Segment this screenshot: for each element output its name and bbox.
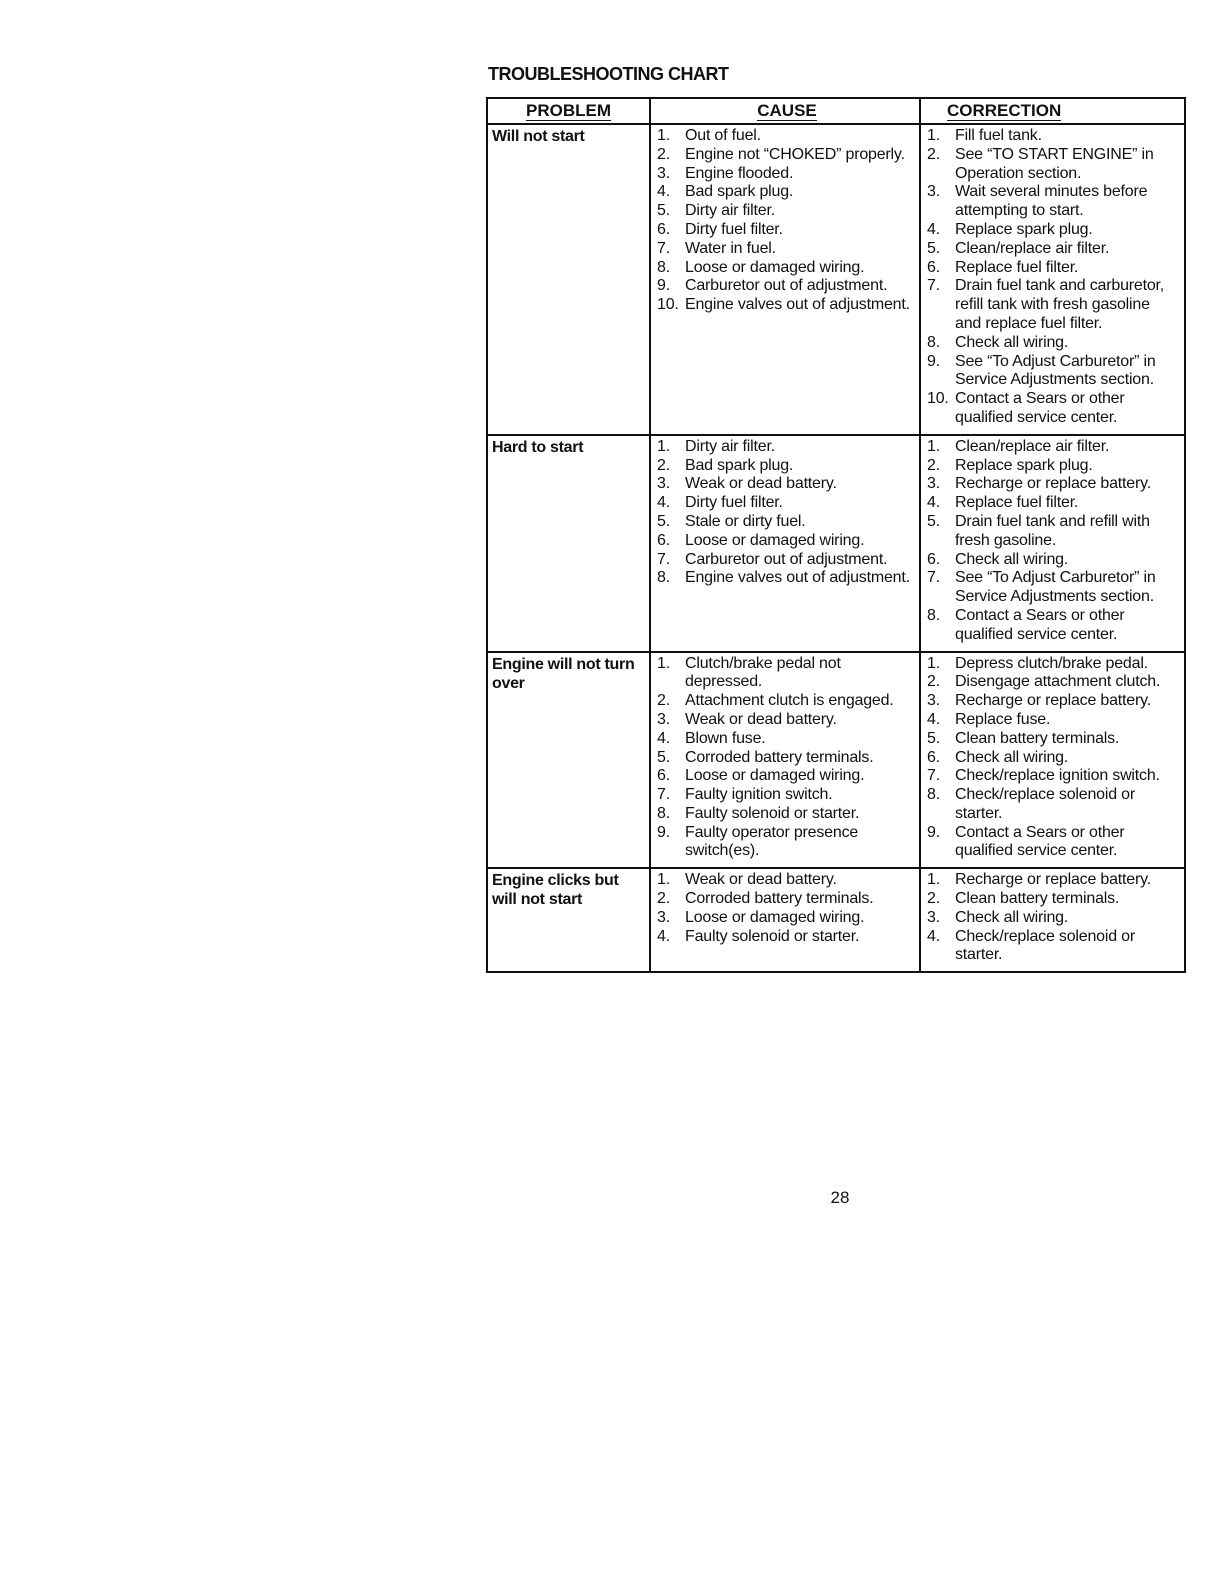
correction-item [927,824,1178,862]
item-number: 8. [927,333,940,351]
item-number: 6. [927,748,940,766]
item-text: Loose or damaged wiring. [685,908,865,926]
correction-item [927,569,1178,607]
cause-item [657,127,917,146]
item-text: Carburetor out of adjustment. [685,550,888,568]
correction-item [927,655,1178,674]
item-text: Replace spark plug. [955,456,1093,474]
item-text: Clean/replace air filter. [955,239,1110,257]
item-text: Loose or damaged wiring. [685,258,865,276]
item-number: 2. [927,456,940,474]
problem-label: Engine will not turn over [492,655,635,692]
item-text: Corroded battery terminals. [685,748,874,766]
correction-item [927,909,1178,928]
item-number: 4. [927,710,940,728]
cause-item [657,183,917,202]
cause-item [657,692,917,711]
correction-item [927,767,1178,786]
correction-item [927,749,1178,768]
item-number: 3. [657,908,670,926]
item-text: Check/replace ignition switch. [955,767,1160,785]
corrections-list [927,127,1178,428]
item-text: See “TO START ENGINE” in Operation section. [955,145,1154,182]
corrections-cell [921,869,1180,971]
correction-item [927,183,1178,221]
cause-item [657,711,917,730]
corrections-list [927,871,1178,965]
corrections-cell [921,653,1180,868]
correction-item [927,673,1178,692]
item-number: 10. [927,390,949,408]
header-cause: CAUSE [651,99,921,123]
page-title: TROUBLESHOOTING CHART [488,64,729,84]
item-text: Faulty operator presence switch(es). [685,823,859,860]
page-number: 28 [830,1188,850,1207]
cause-item [657,259,917,278]
problem-cell [488,653,651,868]
item-text: Wait several minutes before attempting to start. [955,183,1148,220]
item-number: 8. [657,569,670,587]
problem-label: Engine clicks but will not start [492,872,619,909]
correction-item [927,353,1178,391]
item-text: Weak or dead battery. [685,871,837,889]
causes-cell [651,869,921,971]
item-text: Stale or dirty fuel. [685,512,806,530]
item-text: Engine not “CHOKED” properly. [685,145,905,163]
item-text: Clean battery terminals. [955,890,1120,908]
item-number: 7. [927,767,940,785]
item-number: 5. [927,239,940,257]
item-text: Faulty solenoid or starter. [685,927,860,945]
item-text: Loose or damaged wiring. [685,767,865,785]
item-number: 1. [657,437,670,455]
item-number: 9. [927,352,940,370]
cause-item [657,296,917,315]
table-row [488,436,1184,653]
item-number: 4. [657,494,670,512]
cause-item [657,221,917,240]
item-number: 7. [657,550,670,568]
correction-item [927,786,1178,824]
item-text: Contact a Sears or other qualified service center. [955,390,1125,426]
corrections-list [927,438,1178,645]
item-number: 4. [657,927,670,945]
correction-item [927,127,1178,146]
item-number: 4. [657,729,670,747]
cause-item [657,202,917,221]
table-row [488,125,1184,436]
cause-item [657,532,917,551]
item-number: 3. [927,183,940,201]
item-number: 4. [657,183,670,201]
item-number: 1. [927,437,940,455]
causes-list [657,438,917,588]
item-text: Check all wiring. [955,550,1069,568]
cause-item [657,749,917,768]
item-number: 3. [927,908,940,926]
item-number: 2. [657,890,670,908]
correction-item [927,457,1178,476]
item-number: 4. [927,220,940,238]
cause-item [657,805,917,824]
item-number: 7. [927,569,940,587]
table-row [488,869,1184,971]
item-text: See “To Adjust Carburetor” in Service Adjustments section. [955,569,1156,606]
item-number: 9. [657,277,670,295]
correction-item [927,890,1178,909]
item-number: 3. [927,692,940,710]
item-text: Drain fuel tank and refill with fresh gasoline. [955,512,1150,549]
correction-item [927,146,1178,184]
cause-item [657,767,917,786]
item-number: 8. [657,804,670,822]
item-number: 1. [657,654,670,672]
correction-item [927,475,1178,494]
item-number: 6. [927,258,940,276]
item-text: Clutch/brake pedal not depressed. [685,654,841,691]
item-text: See “To Adjust Carburetor” in Service Adjustments section. [955,352,1156,389]
item-text: Out of fuel. [685,127,761,144]
item-text: Dirty fuel filter. [685,220,783,238]
causes-list [657,655,917,862]
item-number: 7. [657,239,670,257]
correction-item [927,711,1178,730]
item-number: 8. [927,606,940,624]
correction-item [927,692,1178,711]
cause-item [657,240,917,259]
cause-item [657,513,917,532]
cause-item [657,551,917,570]
item-text: Bad spark plug. [685,456,794,474]
item-number: 3. [657,710,670,728]
item-number: 2. [927,145,940,163]
cause-item [657,928,917,947]
item-text: Dirty air filter. [685,437,775,455]
item-text: Check/replace solenoid or starter. [955,927,1135,964]
table-header-row [488,99,1184,125]
item-text: Check all wiring. [955,748,1069,766]
item-number: 10. [657,296,679,314]
item-text: Drain fuel tank and carburetor, refill tank with fresh gasoline and replace fuel filter. [955,277,1165,332]
correction-item [927,871,1178,890]
table-row [488,653,1184,870]
item-number: 6. [657,531,670,549]
cause-item [657,277,917,296]
cause-item [657,475,917,494]
item-number: 6. [657,767,670,785]
cause-item [657,569,917,588]
item-text: Dirty air filter. [685,202,775,220]
item-text: Loose or damaged wiring. [685,531,865,549]
item-number: 1. [657,871,670,889]
item-text: Weak or dead battery. [685,710,837,728]
cause-item [657,457,917,476]
item-text: Blown fuse. [685,729,766,747]
corrections-cell [921,125,1180,434]
item-text: Fill fuel tank. [955,127,1042,144]
item-number: 2. [927,673,940,691]
causes-cell [651,653,921,868]
correction-item [927,494,1178,513]
item-text: Corroded battery terminals. [685,890,874,908]
item-text: Water in fuel. [685,239,776,257]
item-text: Dirty fuel filter. [685,494,783,512]
item-number: 9. [927,823,940,841]
item-number: 5. [927,729,940,747]
item-text: Recharge or replace battery. [955,475,1151,493]
item-text: Disengage attachment clutch. [955,673,1161,691]
item-text: Weak or dead battery. [685,475,837,493]
item-number: 1. [927,127,940,144]
item-number: 7. [927,277,940,295]
correction-item [927,730,1178,749]
correction-item [927,928,1178,966]
correction-item [927,221,1178,240]
item-number: 2. [927,890,940,908]
item-number: 1. [657,127,670,144]
cause-item [657,494,917,513]
correction-item [927,438,1178,457]
header-correction: CORRECTION [947,101,1062,120]
item-number: 9. [657,823,670,841]
problem-cell [488,125,651,434]
item-text: Replace spark plug. [955,220,1093,238]
item-text: Attachment clutch is engaged. [685,692,894,710]
item-text: Depress clutch/brake pedal. [955,654,1148,672]
item-text: Contact a Sears or other qualified service center. [955,606,1125,643]
cause-item [657,146,917,165]
item-text: Carburetor out of adjustment. [685,277,888,295]
item-text: Faulty ignition switch. [685,786,833,804]
correction-item [927,240,1178,259]
causes-list [657,871,917,946]
problem-cell [488,436,651,651]
item-text: Check/replace solenoid or starter. [955,786,1135,822]
causes-cell [651,125,921,434]
item-number: 5. [657,512,670,530]
item-number: 5. [657,748,670,766]
item-number: 2. [657,145,670,163]
table-body [488,125,1184,971]
correction-item [927,513,1178,551]
item-text: Engine valves out of adjustment. [685,296,910,314]
correction-item [927,334,1178,353]
cause-item [657,824,917,862]
cause-item [657,871,917,890]
cause-item [657,438,917,457]
item-text: Recharge or replace battery. [955,692,1151,710]
cause-item [657,655,917,693]
correction-item [927,259,1178,278]
item-number: 5. [927,512,940,530]
item-number: 8. [927,786,940,804]
corrections-list [927,655,1178,862]
problem-label: Hard to start [492,438,584,456]
item-number: 4. [927,927,940,945]
correction-item [927,551,1178,570]
correction-item [927,607,1178,645]
item-text: Engine flooded. [685,164,794,182]
item-text: Replace fuel filter. [955,258,1079,276]
header-problem: PROBLEM [488,99,651,123]
item-text: Contact a Sears or other qualified service center. [955,823,1125,860]
item-number: 1. [927,654,940,672]
problem-label: Will not start [492,128,585,145]
item-text: Engine valves out of adjustment. [685,569,910,587]
causes-list [657,127,917,315]
item-text: Faulty solenoid or starter. [685,804,860,822]
problem-cell [488,869,651,971]
troubleshooting-table [486,97,1186,973]
item-number: 6. [927,550,940,568]
item-text: Recharge or replace battery. [955,871,1151,889]
cause-item [657,909,917,928]
item-text: Check all wiring. [955,908,1069,926]
cause-item [657,890,917,909]
item-number: 6. [657,220,670,238]
item-number: 2. [657,692,670,710]
item-number: 3. [927,475,940,493]
item-number: 3. [657,164,670,182]
item-number: 8. [657,258,670,276]
cause-item [657,730,917,749]
cause-item [657,786,917,805]
item-text: Replace fuel filter. [955,494,1079,512]
item-number: 1. [927,871,940,889]
item-number: 7. [657,786,670,804]
item-text: Clean/replace air filter. [955,437,1110,455]
item-text: Check all wiring. [955,333,1069,351]
item-text: Bad spark plug. [685,183,794,201]
item-number: 5. [657,202,670,220]
item-number: 2. [657,456,670,474]
item-text: Clean battery terminals. [955,729,1120,747]
cause-item [657,165,917,184]
correction-item [927,277,1178,333]
causes-cell [651,436,921,651]
item-text: Replace fuse. [955,710,1051,728]
item-number: 3. [657,475,670,493]
correction-item [927,390,1178,428]
corrections-cell [921,436,1180,651]
item-number: 4. [927,494,940,512]
